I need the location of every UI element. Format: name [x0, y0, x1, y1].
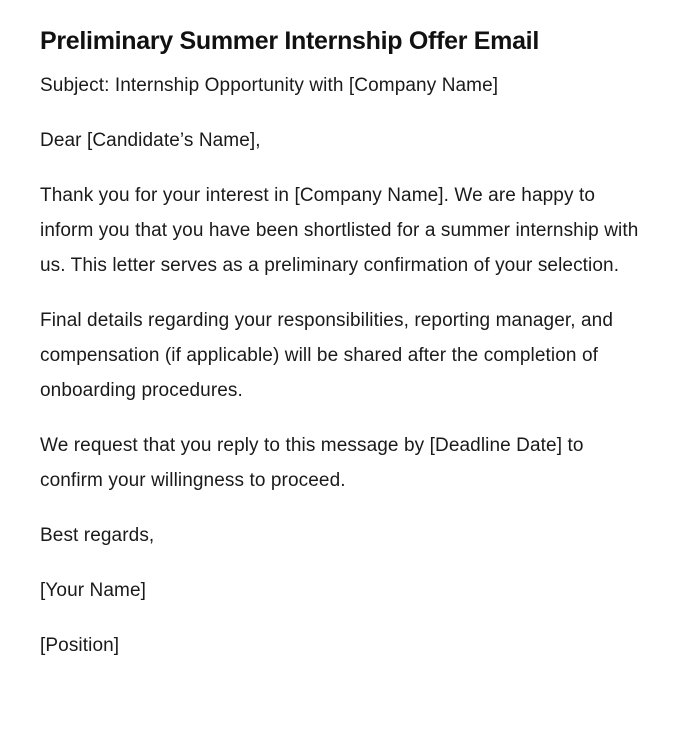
signature-name: [Your Name] — [40, 580, 147, 601]
email-salutation: Dear [Candidate’s Name], — [40, 130, 261, 151]
email-body-paragraph-1: Thank you for your interest in [Company Name]. We are happy to inform you that you have been shortlisted for a summer internship with us. This letter serves as a preliminary confirmation of your selection. — [40, 185, 639, 276]
signature-position: [Position] — [40, 635, 120, 656]
page-title: Preliminary Summer Internship Offer Email — [40, 27, 539, 55]
email-subject: Subject: Internship Opportunity with [Company Name] — [40, 75, 499, 96]
email-body-paragraph-3: We request that you reply to this message by [Deadline Date] to confirm your willingness to proceed. — [40, 435, 584, 491]
email-body-paragraph-2: Final details regarding your responsibilities, reporting manager, and compensation (if applicable) will be shared after the completion of onboarding procedures. — [40, 310, 613, 401]
email-document — [40, 24, 650, 683]
email-closing: Best regards, — [40, 525, 155, 546]
